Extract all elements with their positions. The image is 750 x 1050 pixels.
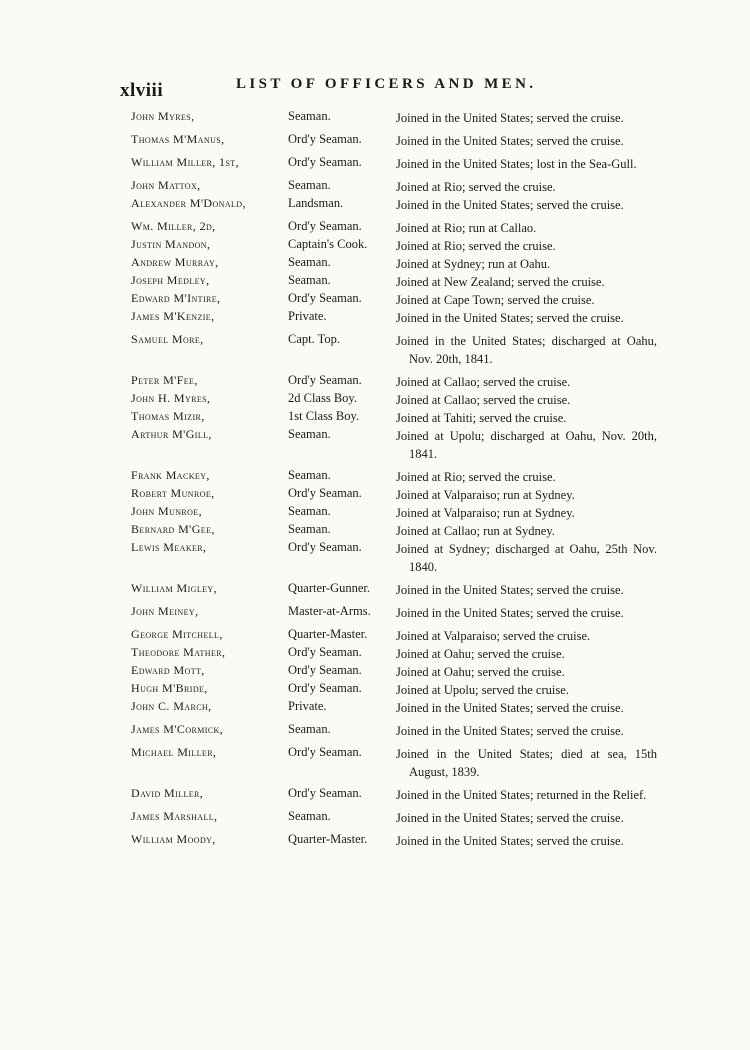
crew-rating: Seaman. [288,255,331,269]
roster-entry [0,178,750,196]
crew-rating: Seaman. [288,273,331,287]
crew-name: David Miller, [131,786,204,800]
crew-name: John Myres, [131,109,195,123]
crew-rating: Capt. Top. [288,332,341,346]
crew-rating: Quarter-Gunner. [288,581,371,595]
crew-name: Peter M'Fee, [131,373,198,387]
crew-name: Andrew Murray, [131,255,219,269]
roster-entry [0,699,750,717]
roster-entry [0,291,750,309]
roster-entry [0,832,750,850]
crew-name: Michael Miller, [131,745,217,759]
roster-entry [0,273,750,291]
crew-name: John Mattox, [131,178,201,192]
service-remark: Joined in the United States; served the cruise. [396,834,624,848]
crew-name: Wm. Miller, 2d, [131,219,216,233]
service-remark: Joined at Valparaiso; run at Sydney. [396,488,575,502]
roster-entry [0,237,750,255]
crew-name: John Munroe, [131,504,203,518]
crew-name: Arthur M'Gill, [131,427,212,441]
page-number: xlviii [120,80,164,101]
crew-rating: Seaman. [288,468,331,482]
roster-entry [0,627,750,645]
roster-entry [0,604,750,622]
crew-name: William Moody, [131,832,216,846]
service-remark: Joined at Rio; served the cruise. [396,470,556,484]
service-remark: Joined in the United States; served the cruise. [396,111,624,125]
crew-roster [0,109,750,850]
roster-entry [0,681,750,699]
roster-entry [0,645,750,663]
service-remark: Joined in the United States; served the cruise. [396,134,624,148]
service-remark: Joined at Tahiti; served the cruise. [396,411,567,425]
crew-name: James Marshall, [131,809,218,823]
service-remark: Joined at Callao; served the cruise. [396,393,571,407]
crew-name: John Meiney, [131,604,199,618]
roster-entry [0,309,750,327]
crew-rating: Landsman. [288,196,344,210]
crew-name: Joseph Medley, [131,273,210,287]
service-remark: Joined in the United States; served the cruise. [396,198,624,212]
service-remark: Joined in the United States; lost in the Sea-Gull. [396,157,637,171]
crew-rating: Ord'y Seaman. [288,786,362,800]
crew-name: Justin Mandon, [131,237,211,251]
crew-name: James M'Kenzie, [131,309,215,323]
crew-name: Theodore Mather, [131,645,226,659]
service-remark: Joined in the United States; served the cruise. [396,606,624,620]
service-remark: Joined in the United States; served the cruise. [396,701,624,715]
service-remark: Joined at Sydney; discharged at Oahu, 25th Nov. 1840. [396,542,657,574]
crew-rating: Ord'y Seaman. [288,219,362,233]
crew-rating: Private. [288,309,327,323]
crew-rating: Ord'y Seaman. [288,155,362,169]
roster-entry [0,196,750,214]
crew-rating: Ord'y Seaman. [288,663,362,677]
service-remark: Joined at Sydney; run at Oahu. [396,257,551,271]
crew-rating: Seaman. [288,504,331,518]
crew-rating: Ord'y Seaman. [288,681,362,695]
service-remark: Joined at Valparaiso; served the cruise. [396,629,591,643]
service-remark: Joined at Rio; run at Callao. [396,221,537,235]
crew-name: William Migley, [131,581,217,595]
crew-rating: Seaman. [288,722,331,736]
roster-entry [0,109,750,127]
roster-entry [0,663,750,681]
service-remark: Joined in the United States; died at sea, 15th August, 1839. [396,747,657,779]
roster-entry [0,540,750,576]
crew-name: Edward M'Intire, [131,291,221,305]
crew-name: Hugh M'Bride, [131,681,208,695]
service-remark: Joined at Upolu; discharged at Oahu, Nov. 20th, 1841. [396,429,657,461]
roster-entry [0,722,750,740]
crew-rating: Seaman. [288,522,331,536]
roster-entry [0,373,750,391]
crew-rating: Ord'y Seaman. [288,540,362,554]
crew-name: Bernard M'Gee, [131,522,215,536]
service-remark: Joined in the United States; served the cruise. [396,583,624,597]
page-header [118,74,650,102]
crew-name: William Miller, 1st, [131,155,239,169]
roster-entry [0,809,750,827]
roster-entry [0,581,750,599]
roster-entry [0,522,750,540]
service-remark: Joined at Upolu; served the cruise. [396,683,569,697]
service-remark: Joined at Oahu; served the cruise. [396,647,565,661]
roster-entry [0,155,750,173]
crew-rating: Seaman. [288,809,331,823]
service-remark: Joined at Rio; served the cruise. [396,239,556,253]
service-remark: Joined in the United States; served the cruise. [396,724,624,738]
service-remark: Joined in the United States; served the cruise. [396,311,624,325]
roster-entry [0,486,750,504]
running-title: LIST OF OFFICERS AND MEN. [236,76,537,92]
crew-name: Samuel More, [131,332,204,346]
roster-entry [0,219,750,237]
crew-rating: Ord'y Seaman. [288,745,362,759]
service-remark: Joined at Callao; served the cruise. [396,375,571,389]
crew-name: Robert Munroe, [131,486,215,500]
service-remark: Joined at Cape Town; served the cruise. [396,293,595,307]
crew-rating: Master-at-Arms. [288,604,371,618]
service-remark: Joined at Callao; run at Sydney. [396,524,555,538]
roster-entry [0,255,750,273]
crew-rating: Ord'y Seaman. [288,645,362,659]
service-remark: Joined at New Zealand; served the cruise. [396,275,605,289]
crew-name: Alexander M'Donald, [131,196,246,210]
service-remark: Joined in the United States; returned in the Relief. [396,788,647,802]
roster-entry [0,132,750,150]
service-remark: Joined in the United States; discharged at Oahu, Nov. 20th, 1841. [396,334,657,366]
crew-rating: Quarter-Master. [288,627,368,641]
crew-rating: Seaman. [288,178,331,192]
service-remark: Joined at Rio; served the cruise. [396,180,556,194]
service-remark: Joined at Valparaiso; run at Sydney. [396,506,575,520]
roster-entry [0,504,750,522]
service-remark: Joined in the United States; served the cruise. [396,811,624,825]
crew-name: Thomas Mizir, [131,409,205,423]
crew-name: John H. Myres, [131,391,211,405]
roster-entry [0,786,750,804]
crew-rating: Ord'y Seaman. [288,132,362,146]
crew-rating: Ord'y Seaman. [288,373,362,387]
crew-rating: Private. [288,699,327,713]
crew-name: James M'Cormick, [131,722,224,736]
service-remark: Joined at Oahu; served the cruise. [396,665,565,679]
crew-rating: Seaman. [288,109,331,123]
crew-rating: Ord'y Seaman. [288,291,362,305]
crew-name: Lewis Meaker, [131,540,207,554]
roster-entry [0,409,750,427]
crew-rating: Ord'y Seaman. [288,486,362,500]
crew-rating: Seaman. [288,427,331,441]
crew-name: Thomas M'Manus, [131,132,225,146]
crew-rating: 2d Class Boy. [288,391,357,405]
roster-entry [0,468,750,486]
crew-name: John C. March, [131,699,212,713]
crew-rating: Captain's Cook. [288,237,368,251]
roster-entry [0,745,750,781]
roster-entry [0,391,750,409]
crew-name: Frank Mackey, [131,468,210,482]
crew-name: George Mitchell, [131,627,223,641]
crew-rating: Quarter-Master. [288,832,368,846]
roster-entry [0,427,750,463]
crew-rating: 1st Class Boy. [288,409,360,423]
roster-entry [0,332,750,368]
crew-name: Edward Mott, [131,663,205,677]
